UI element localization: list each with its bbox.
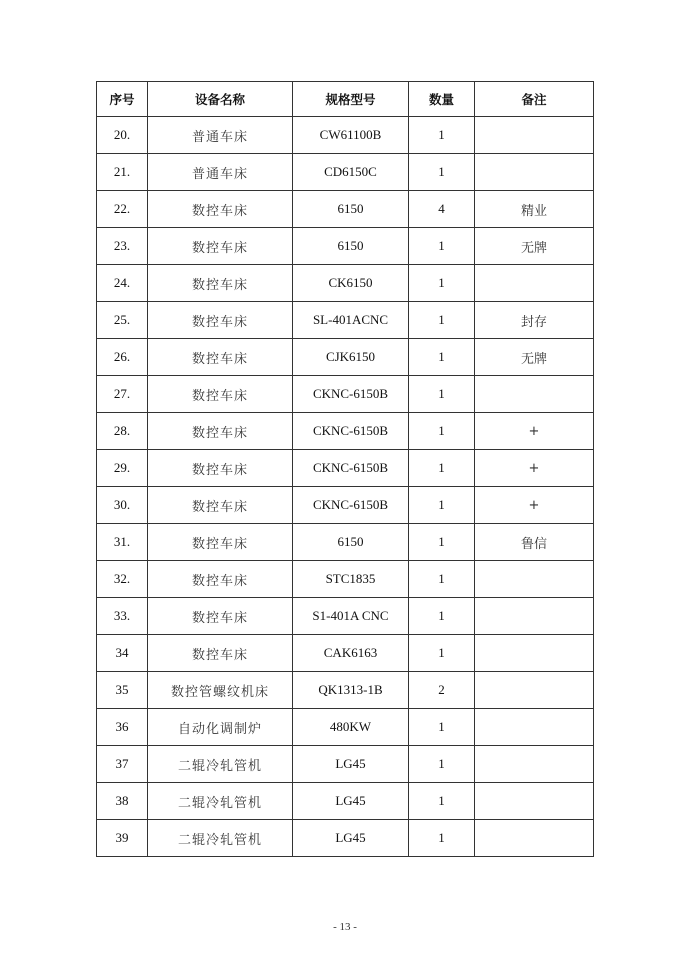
header-quantity: 数量 xyxy=(409,82,475,117)
quantity-cell: 1 xyxy=(409,413,475,450)
serial-cell: 24. xyxy=(97,265,148,302)
table-row xyxy=(97,376,594,413)
quantity-cell: 1 xyxy=(409,302,475,339)
serial-cell: 26. xyxy=(97,339,148,376)
table-header-row xyxy=(97,82,594,117)
table-row xyxy=(97,339,594,376)
remark-cell: + xyxy=(475,413,594,450)
serial-cell: 25. xyxy=(97,302,148,339)
model-cell: LG45 xyxy=(293,746,409,783)
table-row xyxy=(97,598,594,635)
quantity-cell: 1 xyxy=(409,524,475,561)
equipment-name-cell: 数控车床 xyxy=(148,302,293,339)
quantity-cell: 1 xyxy=(409,228,475,265)
serial-cell: 33. xyxy=(97,598,148,635)
model-cell: CKNC-6150B xyxy=(293,487,409,524)
table-row xyxy=(97,524,594,561)
remark-cell: 封存 xyxy=(475,302,594,339)
model-cell: CW61100B xyxy=(293,117,409,154)
equipment-name-cell: 普通车床 xyxy=(148,154,293,191)
remark-cell xyxy=(475,598,594,635)
serial-cell: 38 xyxy=(97,783,148,820)
remark-cell: 无牌 xyxy=(475,339,594,376)
table-row xyxy=(97,746,594,783)
quantity-cell: 1 xyxy=(409,450,475,487)
remark-cell: 无牌 xyxy=(475,228,594,265)
remark-cell xyxy=(475,265,594,302)
quantity-cell: 1 xyxy=(409,561,475,598)
equipment-table xyxy=(96,81,594,857)
page-number: - 13 - xyxy=(333,921,357,933)
equipment-name-cell: 数控车床 xyxy=(148,228,293,265)
quantity-cell: 1 xyxy=(409,117,475,154)
model-cell: S1-401A CNC xyxy=(293,598,409,635)
model-cell: 6150 xyxy=(293,191,409,228)
equipment-name-cell: 数控车床 xyxy=(148,487,293,524)
quantity-cell: 1 xyxy=(409,265,475,302)
remark-cell: 精业 xyxy=(475,191,594,228)
table-row xyxy=(97,413,594,450)
serial-cell: 23. xyxy=(97,228,148,265)
model-cell: LG45 xyxy=(293,820,409,857)
remark-cell xyxy=(475,709,594,746)
quantity-cell: 1 xyxy=(409,746,475,783)
serial-cell: 30. xyxy=(97,487,148,524)
remark-cell xyxy=(475,783,594,820)
serial-cell: 28. xyxy=(97,413,148,450)
serial-cell: 32. xyxy=(97,561,148,598)
table-row xyxy=(97,635,594,672)
model-cell: 6150 xyxy=(293,524,409,561)
model-cell: CKNC-6150B xyxy=(293,450,409,487)
model-cell: CJK6150 xyxy=(293,339,409,376)
table-row xyxy=(97,117,594,154)
equipment-name-cell: 二辊冷轧管机 xyxy=(148,746,293,783)
equipment-name-cell: 二辊冷轧管机 xyxy=(148,783,293,820)
table-row xyxy=(97,191,594,228)
table-row xyxy=(97,154,594,191)
remark-cell: 鲁信 xyxy=(475,524,594,561)
model-cell: STC1835 xyxy=(293,561,409,598)
model-cell: 480KW xyxy=(293,709,409,746)
equipment-name-cell: 数控车床 xyxy=(148,524,293,561)
serial-cell: 20. xyxy=(97,117,148,154)
quantity-cell: 1 xyxy=(409,709,475,746)
remark-cell: + xyxy=(475,487,594,524)
table-row xyxy=(97,487,594,524)
equipment-name-cell: 二辊冷轧管机 xyxy=(148,820,293,857)
serial-cell: 29. xyxy=(97,450,148,487)
quantity-cell: 1 xyxy=(409,598,475,635)
serial-cell: 27. xyxy=(97,376,148,413)
serial-cell: 34 xyxy=(97,635,148,672)
table-row xyxy=(97,709,594,746)
equipment-name-cell: 数控车床 xyxy=(148,376,293,413)
quantity-cell: 1 xyxy=(409,783,475,820)
quantity-cell: 1 xyxy=(409,154,475,191)
equipment-name-cell: 数控车床 xyxy=(148,339,293,376)
table-row xyxy=(97,228,594,265)
equipment-name-cell: 数控车床 xyxy=(148,450,293,487)
remark-cell xyxy=(475,154,594,191)
remark-cell xyxy=(475,376,594,413)
equipment-name-cell: 数控管螺纹机床 xyxy=(148,672,293,709)
equipment-name-cell: 数控车床 xyxy=(148,265,293,302)
table-row xyxy=(97,820,594,857)
equipment-name-cell: 数控车床 xyxy=(148,191,293,228)
quantity-cell: 1 xyxy=(409,487,475,524)
quantity-cell: 1 xyxy=(409,635,475,672)
model-cell: QK1313-1B xyxy=(293,672,409,709)
remark-cell xyxy=(475,672,594,709)
equipment-name-cell: 自动化调制炉 xyxy=(148,709,293,746)
header-serial-number: 序号 xyxy=(97,82,148,117)
model-cell: LG45 xyxy=(293,783,409,820)
model-cell: CD6150C xyxy=(293,154,409,191)
remark-cell xyxy=(475,561,594,598)
equipment-name-cell: 数控车床 xyxy=(148,413,293,450)
table-row xyxy=(97,265,594,302)
table-row xyxy=(97,302,594,339)
serial-cell: 35 xyxy=(97,672,148,709)
remark-cell xyxy=(475,635,594,672)
equipment-name-cell: 数控车床 xyxy=(148,561,293,598)
quantity-cell: 1 xyxy=(409,820,475,857)
serial-cell: 39 xyxy=(97,820,148,857)
model-cell: CK6150 xyxy=(293,265,409,302)
table-row xyxy=(97,450,594,487)
serial-cell: 36 xyxy=(97,709,148,746)
remark-cell xyxy=(475,117,594,154)
model-cell: SL-401ACNC xyxy=(293,302,409,339)
model-cell: CKNC-6150B xyxy=(293,413,409,450)
quantity-cell: 1 xyxy=(409,339,475,376)
table-row xyxy=(97,672,594,709)
remark-cell xyxy=(475,820,594,857)
quantity-cell: 1 xyxy=(409,376,475,413)
table-row xyxy=(97,783,594,820)
serial-cell: 37 xyxy=(97,746,148,783)
header-remarks: 备注 xyxy=(475,82,594,117)
remark-cell: + xyxy=(475,450,594,487)
quantity-cell: 2 xyxy=(409,672,475,709)
remark-cell xyxy=(475,746,594,783)
model-cell: CKNC-6150B xyxy=(293,376,409,413)
serial-cell: 22. xyxy=(97,191,148,228)
model-cell: 6150 xyxy=(293,228,409,265)
serial-cell: 21. xyxy=(97,154,148,191)
equipment-name-cell: 数控车床 xyxy=(148,635,293,672)
header-equipment-name: 设备名称 xyxy=(148,82,293,117)
header-model-spec: 规格型号 xyxy=(293,82,409,117)
quantity-cell: 4 xyxy=(409,191,475,228)
model-cell: CAK6163 xyxy=(293,635,409,672)
equipment-name-cell: 普通车床 xyxy=(148,117,293,154)
equipment-name-cell: 数控车床 xyxy=(148,598,293,635)
table-row xyxy=(97,561,594,598)
serial-cell: 31. xyxy=(97,524,148,561)
